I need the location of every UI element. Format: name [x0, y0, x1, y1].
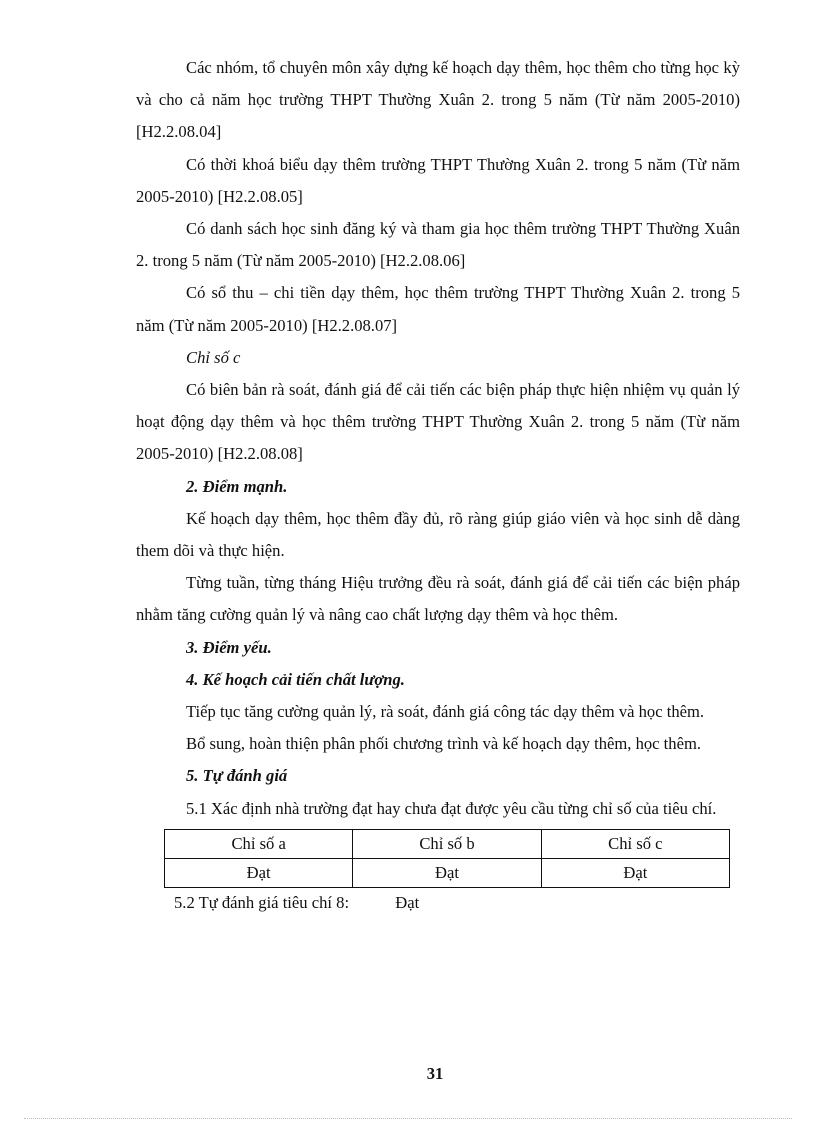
table-cell: Đạt	[165, 858, 353, 887]
footer-divider	[24, 1118, 792, 1119]
paragraph-ledger: Có sổ thu – chi tiền dạy thêm, học thêm trường THPT Thường Xuân 2. trong 5 năm (Từ năm 2005-2010) [H2.2.08.07]	[136, 283, 740, 335]
criteria-table	[164, 829, 730, 888]
heading-self-evaluation: 5. Tự đánh giá	[186, 766, 288, 786]
heading-strengths: 2. Điểm mạnh.	[186, 476, 288, 496]
heading-weaknesses: 3. Điểm yếu.	[186, 637, 272, 657]
paragraph-chi-so-c: Có biên bản rà soát, đánh giá để cải tiến các biện pháp thực hiện nhiệm vụ quản lý hoạt động dạy thêm và học thêm trường THPT Thường Xuân 2. trong 5 năm (Từ năm 2005-2010) [H2.2.08.08]	[136, 380, 740, 464]
table-cell: Đạt	[541, 858, 729, 887]
table-header-cell: Chỉ số a	[165, 829, 353, 858]
paragraph-strength-1: Kế hoạch dạy thêm, học thêm đầy đủ, rõ ràng giúp giáo viên và học sinh dễ dàng them dõi và thực hiện.	[136, 508, 740, 561]
table-row	[165, 858, 730, 887]
heading-improvement-plan: 4. Kế hoạch cải tiến chất lượng.	[186, 669, 405, 689]
document-page	[136, 52, 740, 918]
table-header-cell: Chỉ số b	[353, 829, 541, 858]
paragraph-self-eval-intro: 5.1 Xác định nhà trường đạt hay chưa đạt được yêu cầu từng chỉ số của tiêu chí.	[186, 798, 717, 818]
paragraph-plan-1: Tiếp tục tăng cường quản lý, rà soát, đánh giá công tác dạy thêm và học thêm.	[186, 702, 705, 722]
paragraph-student-list: Có danh sách học sinh đăng ký và tham gia học thêm trường THPT Thường Xuân 2. trong 5 năm (Từ năm 2005-2010) [H2.2.08.06]	[136, 219, 740, 271]
table-header-row	[165, 829, 730, 858]
chi-so-c-label: Chỉ số c	[186, 347, 241, 367]
self-eval-criterion-label: 5.2 Tự đánh giá tiêu chí 8:	[174, 892, 350, 912]
table-header-cell: Chỉ số c	[541, 829, 729, 858]
paragraph-plan-2: Bổ sung, hoàn thiện phân phối chương trình và kế hoạch dạy thêm, học thêm.	[186, 734, 702, 754]
paragraph-timetable: Có thời khoá biểu dạy thêm trường THPT Thường Xuân 2. trong 5 năm (Từ năm 2005-2010) [H2.2.08.05]	[136, 154, 740, 206]
table-cell: Đạt	[353, 858, 541, 887]
paragraph-group-plans: Các nhóm, tổ chuyên môn xây dựng kế hoạch dạy thêm, học thêm cho từng học kỳ và cho cả năm học trường THPT Thường Xuân 2. trong 5 năm (Từ năm 2005-2010) [H2.2.08.04]	[136, 58, 740, 142]
self-eval-criterion-value: Đạt	[395, 892, 420, 912]
self-eval-criterion	[136, 888, 740, 918]
page-number: 31	[426, 1064, 444, 1083]
paragraph-strength-2: Từng tuần, từng tháng Hiệu trưởng đều rà soát, đánh giá để cải tiến các biện pháp nhằm tăng cường quản lý và nâng cao chất lượng dạy thêm và học thêm.	[136, 573, 740, 625]
